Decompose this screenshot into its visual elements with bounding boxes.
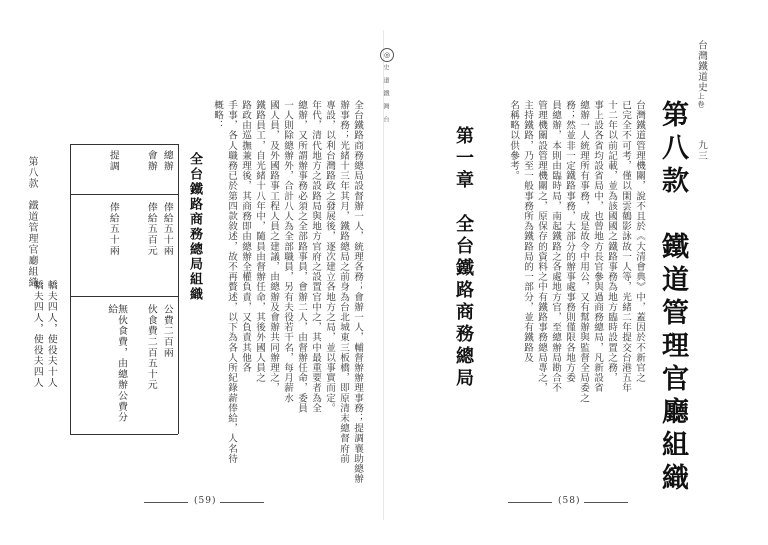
table-line [178, 144, 179, 434]
folio-rule-right [220, 502, 264, 503]
table-cell-salary: 俸給五百元 [145, 202, 157, 256]
paragraph-line: 總辦，又所謂辦事務必須之全部路事員，會辦二人，由督辦任命，委員 [296, 100, 307, 414]
paragraph-line: 管理機關設管理機關之，原保存的資料之中有鐵路事務總局專之， [536, 100, 547, 393]
paragraph-line: 辦事務；光緒十三年其月，鐵路總局之前身為台北城東三板橋，即原清末總督府前 [338, 100, 349, 464]
paragraph-line: 員總辦，本則由臨時局，南起鐵路之各處地方官，至總辦局勘合不 [550, 100, 561, 393]
section-heading: 第八款 鐵道管理官廳組織 [657, 100, 688, 496]
paragraph-line: 一人則除總辦外，合計八人為全部職員，另有夫役若干名，每月薪水 [282, 100, 293, 403]
chapter-heading: 第一章 全台鐵路商務總局 [453, 126, 474, 390]
page-number-kanji: 九三 [696, 140, 707, 161]
table-cell-salary: 俸給五十兩 [107, 202, 119, 256]
table-line [70, 296, 178, 297]
paragraph-line: 國人員，及外國路事工程人員之建議，由總辦及會辦共同辦理之， [268, 100, 279, 393]
paragraph-line: 概略： [212, 100, 223, 131]
table-cell-public: 公費二百兩 [161, 304, 173, 358]
table-cell-role: 會辦 [145, 150, 157, 172]
paragraph-line: 路政由巡撫兼理後，其商務即由總辦全權負責，又負責其他各 [240, 100, 251, 373]
paragraph-line: 手事，各人職務已於第四款敘述，故不再贅述，以下為各人所紀錄薪俸給，人名待 [226, 100, 237, 464]
folio-rule-right [584, 502, 628, 503]
paragraph-line: 專設，以利台灣路政之發展後，逐次建立各地方之局，並以事實而定。 [324, 100, 335, 414]
paragraph-line: 名稱略以供參考。 [508, 100, 519, 181]
page-number: (59) [194, 496, 217, 506]
paragraph-line: 務；然並非一定鐵路事務，大部分的辦事處事務則僅限各地方委 [564, 100, 575, 383]
page-number: (58) [558, 496, 581, 506]
paragraph-line: 已完全不可考，僅以閑雲鶴影詠故一人等，光緒二年提交台港五年 [620, 100, 631, 393]
table-cell-public: 伙食費二百五十元 [145, 304, 157, 391]
table-line [70, 194, 178, 195]
table-title: 全台鐵路商務總局組織 [187, 152, 202, 302]
paragraph-line: 全台鐵路商務總局設督辦一人，統理各務；會辦一人，輔督辦辦理事務；提調襄助總辦 [352, 100, 363, 484]
paragraph-line: 年代，清代地方之設路局與地方官府之設置官中之，其中最重要者為全 [310, 100, 321, 414]
right-page [398, 40, 708, 520]
paragraph-line: 十二年以前記載，並為該國國之鐵路事務為地方臨時設置之務， [606, 100, 617, 383]
table-cell-role: 提調 [107, 150, 119, 172]
table-line [70, 434, 178, 435]
folio-rule-left [508, 502, 552, 503]
paragraph-line: 事上設各省均設省局中，也曾地方長官參與過商務總局，凡新設省 [592, 100, 603, 393]
table-cell-staff: 轎夫四人，使役夫十人 [45, 280, 57, 388]
paragraph-line: 總辦一人統理所有事務，成是故令中用公，又有幫辦與監督全局委之 [578, 100, 589, 403]
table-cell-public: 無伙食費，由總辦公費分給 [106, 304, 127, 423]
paragraph-line: 鐵路員工，自光緒十八年中，隨員由督辦任命，其後外國人員之 [254, 100, 265, 383]
table-cell-salary: 俸給五十兩 [161, 202, 173, 256]
table-line [70, 144, 71, 434]
table-line [70, 144, 178, 145]
side-note: 第八款 鐵道管理官廳組織 [26, 156, 37, 288]
paragraph-line: 台灣鐵道管理機關，說不且於《大清會典》中，蓋因於不新官之 [634, 100, 645, 383]
spine-mark: 史 道 鐵 灣 台 [382, 64, 389, 122]
left-page [26, 40, 370, 520]
running-head: 台灣鐵道史上卷 [696, 40, 707, 109]
spine-seal-icon: ◎ [380, 48, 394, 62]
table-cell-staff: 轎夫四人，使役夫四人 [31, 280, 43, 388]
paragraph-line: 主持鐵路，乃至一般事務所為鐵路局的一部分，並有鐵路及 [522, 100, 533, 363]
table-cell-role: 總辦 [161, 150, 173, 172]
folio-rule-left [144, 502, 188, 503]
